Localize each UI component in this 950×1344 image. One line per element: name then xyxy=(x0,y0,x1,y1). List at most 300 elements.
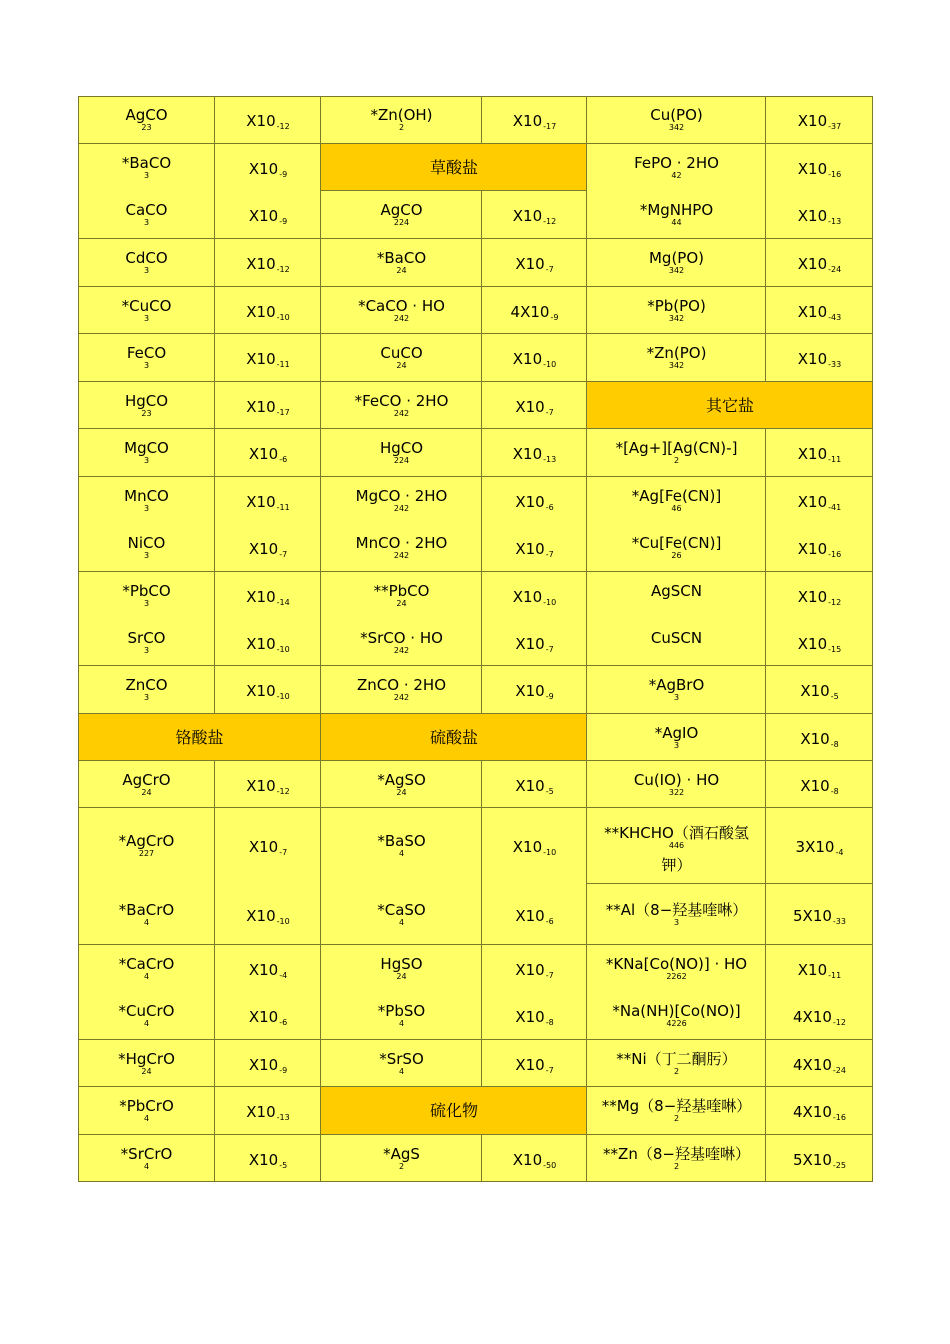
ksp-value xyxy=(766,907,873,931)
ksp-exponent: -16 xyxy=(828,550,842,559)
formula-text: *BaSO xyxy=(377,832,426,850)
formula-text: *Zn(PO) xyxy=(646,344,707,362)
formula-subscripts: 3 xyxy=(143,503,150,513)
ksp-value xyxy=(215,255,321,279)
compound-formula xyxy=(587,771,766,797)
ksp-mantissa xyxy=(215,112,321,136)
compound-formula xyxy=(587,1050,766,1076)
ksp-base: X10 xyxy=(246,587,276,606)
section-header xyxy=(78,729,321,747)
formula-text: AgCO xyxy=(125,106,168,124)
compound-formula xyxy=(321,439,482,465)
ksp-exponent: -7 xyxy=(545,1065,554,1075)
ksp-value xyxy=(215,1008,321,1032)
formula-subscripts: 2 xyxy=(673,456,680,465)
compound-formula xyxy=(587,106,766,132)
ksp-value xyxy=(482,540,587,564)
ksp-exponent: -24 xyxy=(832,1065,846,1075)
section-header-label: 硫化物 xyxy=(429,1101,478,1120)
formula-text: *Cu[Fe(CN)] xyxy=(631,534,722,552)
compound-formula xyxy=(587,629,766,646)
formula-text: *CuCO xyxy=(121,296,172,315)
formula-subscripts: 242 xyxy=(393,645,410,655)
formula-subscripts: 446 xyxy=(668,841,685,850)
ksp-mantissa xyxy=(215,160,321,184)
formula-text: *SrCO · HO xyxy=(360,628,443,647)
compound-formula xyxy=(78,534,215,560)
formula-subscripts: 4 xyxy=(398,1019,405,1028)
compound-formula xyxy=(587,824,766,874)
formula-text: MgCO xyxy=(124,439,169,457)
compound-formula xyxy=(78,487,215,513)
formula-text: *SrSO xyxy=(379,1049,424,1068)
ksp-exponent: -6 xyxy=(279,1018,288,1027)
formula-subscripts: 24 xyxy=(396,787,407,797)
formula-subscripts: 242 xyxy=(393,503,410,513)
ksp-value xyxy=(215,398,321,422)
ksp-mantissa xyxy=(482,493,587,517)
formula-subscripts: 3 xyxy=(143,598,150,608)
ksp-mantissa xyxy=(766,1151,873,1175)
ksp-base: X10 xyxy=(246,634,276,653)
compound-formula xyxy=(321,771,482,797)
formula-text: **Zn（8−羟基喹啉） xyxy=(603,1144,750,1163)
ksp-base: X10 xyxy=(246,682,276,700)
ksp-mantissa xyxy=(766,112,873,136)
ksp-base: 4X10 xyxy=(793,1055,832,1074)
formula-subscripts: 3 xyxy=(143,645,150,655)
formula-text: FePO · 2HO xyxy=(634,153,719,172)
formula-text: *CaCrO xyxy=(118,954,175,973)
ksp-exponent: -10 xyxy=(276,916,290,926)
ksp-exponent: -11 xyxy=(828,455,842,464)
compound-formula xyxy=(587,534,766,560)
ksp-base: X10 xyxy=(512,207,543,225)
ksp-mantissa xyxy=(482,907,587,931)
ksp-mantissa xyxy=(482,350,587,374)
formula-subscripts: 342 xyxy=(668,123,685,132)
ksp-mantissa xyxy=(766,1103,873,1127)
formula-subscripts: 3 xyxy=(143,170,150,180)
ksp-exponent: -25 xyxy=(832,1160,846,1170)
ksp-base: X10 xyxy=(515,960,545,979)
formula-subscripts: 42 xyxy=(671,170,682,180)
ksp-base: 4X10 xyxy=(510,302,550,321)
ksp-base: X10 xyxy=(797,445,828,463)
formula-text: **Ni（丁二酮肟） xyxy=(616,1049,737,1068)
compound-formula xyxy=(321,676,482,702)
compound-formula xyxy=(78,901,215,927)
formula-subscripts: 242 xyxy=(393,551,410,560)
ksp-mantissa xyxy=(215,682,321,706)
compound-formula xyxy=(587,344,766,370)
formula-subscripts: 342 xyxy=(668,313,685,323)
formula-subscripts: 3 xyxy=(673,740,680,750)
ksp-base: X10 xyxy=(246,1103,276,1121)
ksp-exponent: -10 xyxy=(543,360,557,369)
ksp-base: 3X10 xyxy=(795,838,835,856)
formula-subscripts: 24 xyxy=(396,266,407,275)
ksp-mantissa xyxy=(766,838,873,862)
formula-text: **Al（8−羟基喹啉） xyxy=(605,900,748,919)
compound-formula xyxy=(321,1002,482,1028)
formula-text: *AgCrO xyxy=(118,832,175,850)
ksp-base: X10 xyxy=(515,397,545,416)
ksp-value xyxy=(482,961,587,985)
ksp-exponent: -10 xyxy=(543,597,557,607)
formula-text: *BaCO xyxy=(376,249,427,267)
formula-text: CaCO xyxy=(125,201,168,219)
formula-subscripts: 3 xyxy=(143,456,150,465)
ksp-mantissa xyxy=(215,303,321,327)
ksp-mantissa xyxy=(215,1103,321,1127)
formula-subscripts: 24 xyxy=(396,971,407,981)
formula-subscripts: 24 xyxy=(396,361,407,370)
ksp-value xyxy=(482,255,587,279)
ksp-base: X10 xyxy=(248,159,279,178)
ksp-exponent: -7 xyxy=(545,644,554,654)
ksp-base: X10 xyxy=(512,587,543,606)
ksp-value xyxy=(215,350,321,374)
ksp-value xyxy=(482,350,587,374)
ksp-exponent: -11 xyxy=(276,360,290,369)
compound-formula xyxy=(321,297,482,323)
ksp-value xyxy=(482,112,587,136)
formula-text: ZnCO xyxy=(125,676,168,694)
formula-subscripts: 3 xyxy=(143,218,150,227)
section-header xyxy=(321,729,587,747)
ksp-mantissa xyxy=(215,907,321,931)
formula-text: *AgIO xyxy=(654,723,699,742)
ksp-mantissa xyxy=(482,540,587,564)
formula-subscripts: 4 xyxy=(143,1019,150,1028)
ksp-value xyxy=(482,445,587,469)
ksp-exponent: -9 xyxy=(279,169,288,179)
formula-text: *PbSO xyxy=(377,1002,426,1020)
compound-formula xyxy=(587,582,766,599)
formula-text: NiCO xyxy=(127,534,166,552)
formula-subscripts: 46 xyxy=(671,503,682,513)
ksp-value xyxy=(766,588,873,612)
formula-subscripts: 4 xyxy=(143,917,150,927)
ksp-exponent: -12 xyxy=(276,786,290,796)
ksp-exponent: -16 xyxy=(828,169,842,179)
ksp-base: X10 xyxy=(512,838,543,856)
ksp-base: X10 xyxy=(515,255,545,273)
ksp-value xyxy=(482,777,587,801)
formula-text: ZnCO · 2HO xyxy=(357,676,446,694)
formula-subscripts: 2262 xyxy=(666,971,687,981)
formula-subscripts: 4 xyxy=(398,917,405,927)
ksp-mantissa xyxy=(766,1008,873,1032)
ksp-base: X10 xyxy=(248,1008,279,1026)
ksp-exponent: -9 xyxy=(545,692,554,701)
formula-subscripts: 44 xyxy=(671,218,682,227)
ksp-value xyxy=(482,493,587,517)
ksp-mantissa xyxy=(215,777,321,801)
ksp-base: X10 xyxy=(515,776,545,795)
ksp-base: X10 xyxy=(797,207,828,225)
ksp-exponent: -9 xyxy=(279,1065,288,1075)
compound-formula xyxy=(321,487,482,513)
ksp-value xyxy=(766,160,873,184)
ksp-base: X10 xyxy=(248,540,279,558)
ksp-mantissa xyxy=(482,588,587,612)
formula-text: *SrCrO xyxy=(120,1144,173,1163)
ksp-exponent: -12 xyxy=(543,217,557,226)
ksp-exponent: -12 xyxy=(828,597,842,607)
ksp-base: X10 xyxy=(246,112,276,130)
ksp-mantissa xyxy=(215,1056,321,1080)
ksp-mantissa xyxy=(766,303,873,327)
ksp-exponent: -41 xyxy=(828,502,842,512)
ksp-exponent: -33 xyxy=(832,916,846,926)
compound-formula xyxy=(587,297,766,323)
formula-subscripts: 242 xyxy=(393,693,410,702)
ksp-exponent: -10 xyxy=(543,848,557,857)
ksp-mantissa xyxy=(482,303,587,327)
formula-subscripts: 3 xyxy=(143,266,150,275)
ksp-base: X10 xyxy=(797,960,828,979)
compound-formula xyxy=(78,154,215,180)
ksp-exponent: -6 xyxy=(279,455,288,464)
ksp-base: X10 xyxy=(248,960,279,979)
formula-subscripts: 2 xyxy=(673,1114,680,1123)
formula-text: *AgSO xyxy=(377,770,426,789)
section-header-label: 草酸盐 xyxy=(429,157,478,177)
ksp-base: X10 xyxy=(246,397,276,416)
section-header-label: 铬酸盐 xyxy=(175,727,224,747)
ksp-base: X10 xyxy=(246,255,276,273)
ksp-exponent: -7 xyxy=(545,407,554,417)
compound-formula xyxy=(78,1145,215,1171)
formula-text: Mg(PO) xyxy=(648,249,705,267)
compound-formula xyxy=(587,955,766,981)
ksp-base: X10 xyxy=(800,682,830,700)
ksp-mantissa xyxy=(482,1008,587,1032)
compound-formula xyxy=(78,201,215,227)
ksp-base: X10 xyxy=(797,587,828,606)
ksp-mantissa xyxy=(766,961,873,985)
compound-formula xyxy=(321,534,482,560)
ksp-mantissa xyxy=(215,493,321,517)
ksp-value xyxy=(766,1056,873,1080)
formula-subscripts: 3 xyxy=(143,693,150,702)
formula-subscripts: 4 xyxy=(143,971,150,981)
ksp-mantissa xyxy=(215,255,321,279)
section-header xyxy=(321,159,587,177)
ksp-base: X10 xyxy=(515,634,545,653)
ksp-base: X10 xyxy=(515,1008,545,1026)
formula-text: MgCO · 2HO xyxy=(355,486,448,505)
formula-text: *[Ag+][Ag(CN)-] xyxy=(615,439,738,457)
ksp-mantissa xyxy=(482,255,587,279)
ksp-exponent: -10 xyxy=(276,644,290,654)
ksp-mantissa xyxy=(766,777,873,801)
ksp-value xyxy=(482,1008,587,1032)
ksp-value xyxy=(215,777,321,801)
ksp-mantissa xyxy=(482,682,587,706)
formula-subscripts: 342 xyxy=(668,361,685,370)
ksp-base: X10 xyxy=(515,682,545,700)
formula-subscripts: 2 xyxy=(673,1161,680,1171)
ksp-mantissa xyxy=(215,838,321,862)
ksp-exponent: -8 xyxy=(830,739,839,749)
ksp-base: X10 xyxy=(515,906,545,925)
ksp-exponent: -5 xyxy=(545,786,554,796)
formula-subscripts: 23 xyxy=(141,123,152,132)
compound-formula xyxy=(321,249,482,275)
ksp-base: X10 xyxy=(800,729,830,748)
ksp-value xyxy=(766,112,873,136)
ksp-mantissa xyxy=(215,588,321,612)
ksp-base: X10 xyxy=(248,1150,279,1169)
formula-text: **Mg（8−羟基喹啉） xyxy=(601,1097,752,1115)
ksp-value xyxy=(766,350,873,374)
ksp-mantissa xyxy=(482,1151,587,1175)
ksp-exponent: -7 xyxy=(545,265,554,274)
compound-formula xyxy=(321,1145,482,1171)
ksp-value xyxy=(215,838,321,862)
ksp-exponent: -6 xyxy=(545,502,554,512)
ksp-exponent: -12 xyxy=(832,1018,846,1027)
formula-text: FeCO xyxy=(126,344,167,362)
ksp-mantissa xyxy=(215,398,321,422)
ksp-exponent: -13 xyxy=(828,217,842,226)
ksp-value xyxy=(215,540,321,564)
ksp-base: X10 xyxy=(797,492,828,511)
formula-text: *PbCrO xyxy=(119,1097,174,1115)
ksp-exponent: -17 xyxy=(543,122,557,131)
formula-text: SrCO xyxy=(127,628,166,647)
formula-subscripts: 3 xyxy=(143,361,150,370)
ksp-value xyxy=(215,588,321,612)
ksp-value xyxy=(215,1056,321,1080)
ksp-mantissa xyxy=(482,445,587,469)
ksp-mantissa xyxy=(766,635,873,659)
ksp-value xyxy=(482,398,587,422)
ksp-base: X10 xyxy=(512,445,543,463)
ksp-exponent: -9 xyxy=(550,312,559,322)
ksp-base: X10 xyxy=(797,350,828,368)
ksp-exponent: -13 xyxy=(543,455,557,464)
ksp-value xyxy=(482,838,587,862)
ksp-exponent: -50 xyxy=(543,1160,557,1170)
ksp-mantissa xyxy=(215,1008,321,1032)
formula-text: *HgCrO xyxy=(118,1049,175,1068)
compound-formula xyxy=(78,832,215,858)
ksp-value xyxy=(766,303,873,327)
section-header xyxy=(321,1102,587,1120)
formula-text: *KNa[Co(NO)] · HO xyxy=(605,954,748,973)
ksp-value xyxy=(482,207,587,231)
formula-subscripts: 24 xyxy=(141,787,152,797)
formula-text: Cu(IO) · HO xyxy=(633,770,720,789)
ksp-base: X10 xyxy=(246,350,276,368)
ksp-mantissa xyxy=(766,682,873,706)
compound-formula xyxy=(78,344,215,370)
compound-formula xyxy=(78,392,215,418)
ksp-base: X10 xyxy=(246,492,276,511)
ksp-mantissa xyxy=(766,1056,873,1080)
ksp-base: 4X10 xyxy=(793,1103,832,1121)
formula-subscripts: 3 xyxy=(673,917,680,927)
ksp-value xyxy=(215,907,321,931)
ksp-value xyxy=(482,1151,587,1175)
ksp-base: X10 xyxy=(246,302,276,321)
formula-text: *FeCO · 2HO xyxy=(354,391,449,410)
ksp-mantissa xyxy=(766,730,873,754)
ksp-value xyxy=(482,588,587,612)
ksp-value xyxy=(215,207,321,231)
ksp-value xyxy=(766,445,873,469)
ksp-base: X10 xyxy=(515,540,545,558)
ksp-value xyxy=(766,730,873,754)
ksp-mantissa xyxy=(482,207,587,231)
formula-subscripts: 4 xyxy=(143,1161,150,1171)
ksp-base: X10 xyxy=(248,1055,279,1074)
compound-formula xyxy=(587,724,766,750)
ksp-mantissa xyxy=(215,961,321,985)
ksp-exponent: -17 xyxy=(276,407,290,417)
formula-text: *MgNHPO xyxy=(639,201,714,219)
ksp-value xyxy=(766,777,873,801)
ksp-value xyxy=(215,961,321,985)
formula-subscripts: 3 xyxy=(143,313,150,323)
ksp-base: X10 xyxy=(248,445,279,463)
ksp-exponent: -11 xyxy=(828,970,842,980)
ksp-mantissa xyxy=(482,112,587,136)
ksp-exponent: -7 xyxy=(545,550,554,559)
formula-text: *Zn(OH) xyxy=(370,106,433,124)
formula-text: CdCO xyxy=(125,249,168,267)
compound-formula xyxy=(587,1097,766,1123)
ksp-base: X10 xyxy=(797,634,828,653)
compound-formula xyxy=(78,1050,215,1076)
formula-subscripts: 26 xyxy=(671,551,682,560)
ksp-mantissa xyxy=(215,635,321,659)
compound-formula xyxy=(321,106,482,132)
compound-formula xyxy=(321,201,482,227)
ksp-value xyxy=(215,1151,321,1175)
ksp-value xyxy=(766,1008,873,1032)
ksp-exponent: -6 xyxy=(545,916,554,926)
formula-subscripts: 224 xyxy=(393,456,410,465)
section-header-label: 其它盐 xyxy=(705,395,754,415)
formula-text: MnCO xyxy=(124,486,169,505)
compound-formula xyxy=(78,582,215,608)
ksp-exponent: -10 xyxy=(276,312,290,322)
formula-text: *AgBrO xyxy=(648,676,705,694)
formula-subscripts: 3 xyxy=(143,551,150,560)
ksp-exponent: -7 xyxy=(545,970,554,980)
ksp-exponent: -11 xyxy=(276,502,290,512)
compound-formula xyxy=(78,1097,215,1123)
ksp-mantissa xyxy=(215,540,321,564)
ksp-value xyxy=(215,160,321,184)
solubility-product-table xyxy=(78,96,873,1182)
compound-formula xyxy=(587,439,766,465)
formula-text: AgCO xyxy=(380,201,423,219)
ksp-value xyxy=(766,1151,873,1175)
ksp-base: X10 xyxy=(797,112,828,130)
compound-formula xyxy=(587,676,766,702)
ksp-exponent: -8 xyxy=(830,786,839,796)
formula-text: *Ag[Fe(CN)] xyxy=(631,486,722,505)
ksp-base: 4X10 xyxy=(793,1008,832,1026)
ksp-value xyxy=(215,1103,321,1127)
ksp-base: X10 xyxy=(800,776,830,795)
